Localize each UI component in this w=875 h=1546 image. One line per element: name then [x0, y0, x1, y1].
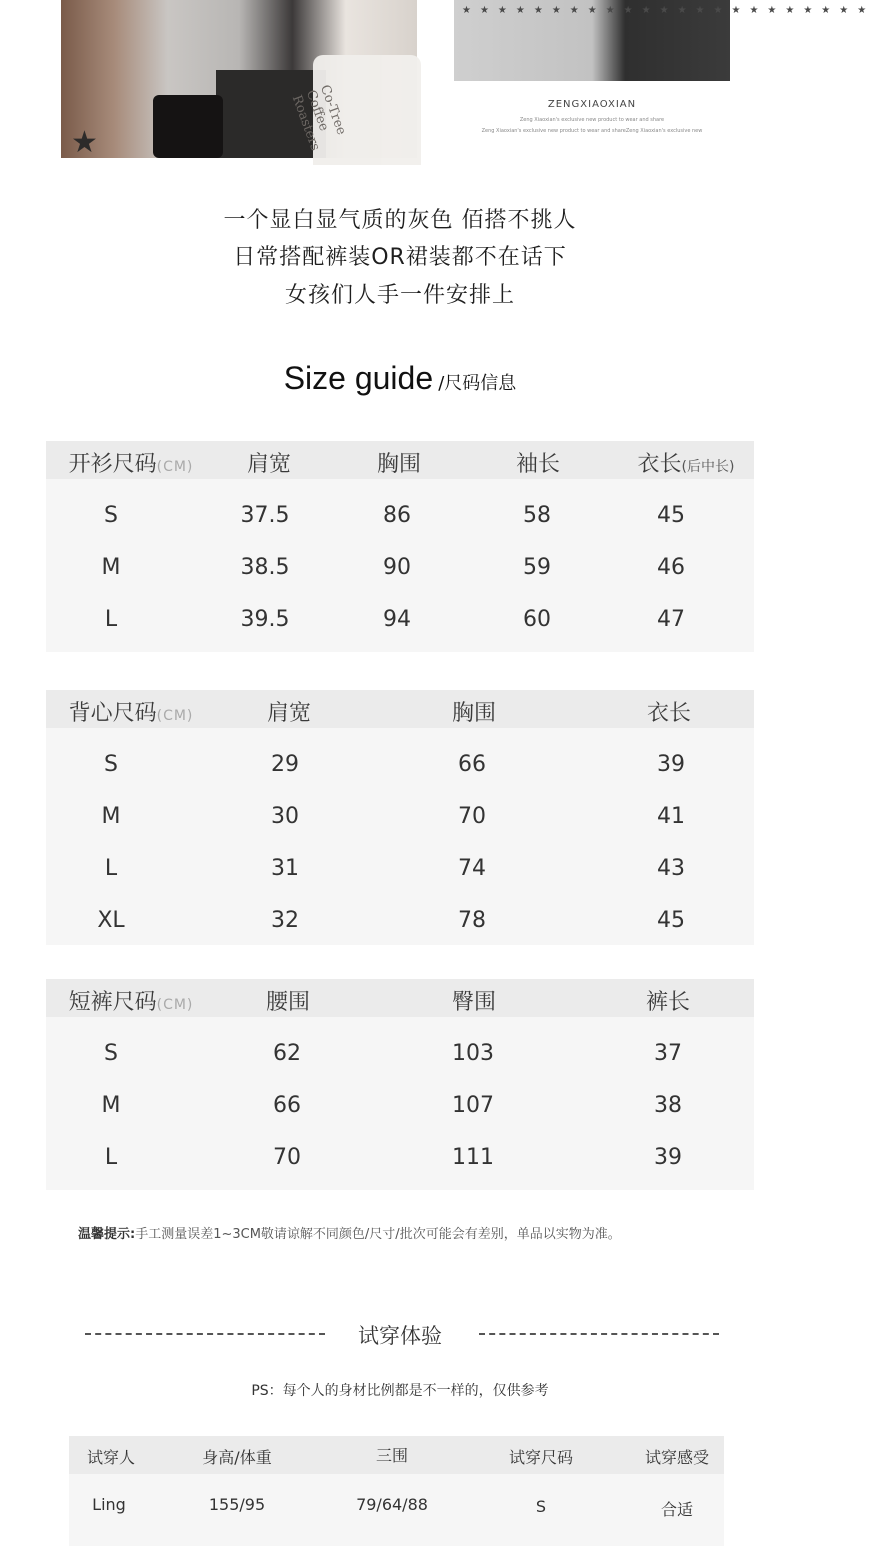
intro-line-1: 一个显白显气质的灰色 佰搭不挑人: [223, 208, 577, 233]
table-cell: 111: [452, 1145, 494, 1170]
table-cell: 60: [523, 607, 551, 632]
product-photo-model: [61, 0, 417, 158]
table-cell: 74: [458, 856, 486, 881]
size-guide-title-en: Size guide: [283, 360, 434, 396]
table-cell: 45: [657, 503, 685, 528]
table-cell: L: [104, 607, 118, 632]
table-cell: 66: [273, 1093, 301, 1118]
table-cell: 39: [657, 752, 685, 777]
column-header: 肩宽: [266, 701, 312, 726]
vest-size-table: [46, 690, 754, 945]
table-cell: 37.5: [240, 503, 290, 528]
table-cell: M: [101, 1093, 121, 1118]
column-header: 胸围: [451, 701, 497, 726]
column-header: 试穿尺码: [508, 1448, 574, 1467]
column-header: 肩宽: [246, 452, 292, 477]
table-cell: 70: [458, 804, 486, 829]
cup-logo-text: Co-Tree Coffee Roasters: [288, 83, 349, 153]
table-cell: 47: [657, 607, 685, 632]
size-guide-title-cn: /尺码信息: [438, 373, 517, 394]
table-cell: 41: [657, 804, 685, 829]
trial-table: [69, 1436, 724, 1546]
unit-label: (CM): [156, 708, 194, 724]
unit-label: (CM): [156, 459, 194, 475]
column-header: 衣长(后中长): [637, 452, 735, 477]
table-label: 背心尺码(CM): [68, 701, 194, 726]
table-cell: 39: [654, 1145, 682, 1170]
table-cell: 155/95: [208, 1495, 266, 1514]
product-photo-detail: [454, 0, 875, 81]
star-pattern-icon: ★★★★★★★★★★★★★★★★★★★★★★★: [462, 5, 875, 16]
table-cell: 58: [523, 503, 551, 528]
table-cell: 70: [273, 1145, 301, 1170]
table-cell: S: [104, 1041, 118, 1066]
table-cell: 29: [271, 752, 299, 777]
brand-name: ZENGXIAOXIAN: [547, 99, 637, 110]
table-cell: 38: [654, 1093, 682, 1118]
table-cell: Ling: [92, 1495, 126, 1514]
table-cell: L: [104, 1145, 118, 1170]
table-cell: 45: [657, 908, 685, 933]
column-header: 胸围: [376, 452, 422, 477]
table-cell: S: [535, 1497, 547, 1516]
cardigan-size-table: [46, 441, 754, 652]
table-cell: 107: [452, 1093, 494, 1118]
column-header: 三围: [375, 1446, 409, 1465]
table-cell: 46: [657, 555, 685, 580]
column-header: 腰围: [265, 990, 311, 1015]
tip-text: 手工测量误差1~3CM敬请谅解不同颜色/尺寸/批次可能会有差别，单品以实物为准。: [135, 1227, 621, 1242]
table-cell: 94: [383, 607, 411, 632]
unit-label: (CM): [156, 997, 194, 1013]
table-cell: XL: [97, 908, 125, 933]
length-note: (后中长): [681, 459, 735, 475]
table-cell: 59: [523, 555, 551, 580]
table-cell: 合适: [660, 1500, 694, 1519]
column-header: 试穿感受: [644, 1448, 710, 1467]
dashed-divider-right: [479, 1333, 719, 1335]
coffee-cup: [288, 55, 421, 165]
table-cell: 103: [452, 1041, 494, 1066]
brand-tagline-2: Zeng Xiaoxian's exclusive new product to wear and shareZeng Xiaoxian's exclusive new: [481, 128, 703, 134]
table-cell: 66: [458, 752, 486, 777]
table-cell: 90: [383, 555, 411, 580]
table-label: 短裤尺码(CM): [68, 990, 194, 1015]
column-header: 臀围: [451, 990, 497, 1015]
tip-label: 温馨提示:: [78, 1227, 136, 1242]
table-cell: 38.5: [240, 555, 290, 580]
table-cell: S: [104, 503, 118, 528]
table-cell: 37: [654, 1041, 682, 1066]
table-cell: 78: [458, 908, 486, 933]
table-cell: M: [101, 555, 121, 580]
column-header: 裤长: [645, 990, 691, 1015]
table-cell: S: [104, 752, 118, 777]
table-cell: 43: [657, 856, 685, 881]
trial-title: 试穿体验: [358, 1324, 442, 1348]
table-cell: 62: [273, 1041, 301, 1066]
brand-tagline-1: Zeng Xiaoxian's exclusive new product to wear and share: [519, 117, 665, 123]
column-header: 袖长: [515, 452, 561, 477]
intro-line-2: 日常搭配裤装OR裙装都不在话下: [233, 245, 567, 270]
table-cell: 86: [383, 503, 411, 528]
table-cell: M: [101, 804, 121, 829]
table-cell: 31: [271, 856, 299, 881]
column-header: 试穿人: [86, 1448, 136, 1467]
measurement-tip: [78, 1223, 621, 1242]
table-cell: 39.5: [240, 607, 290, 632]
size-guide-title: [0, 360, 800, 397]
shorts-size-table: [46, 979, 754, 1190]
trial-note: PS：每个人的身材比例都是不一样的，仅供参考: [251, 1383, 549, 1399]
column-header: 衣长: [646, 701, 692, 726]
table-cell: 32: [271, 908, 299, 933]
intro-line-3: 女孩们人手一件安排上: [284, 283, 515, 308]
column-header: 身高/体重: [202, 1448, 272, 1467]
star-icon: ★: [71, 125, 98, 160]
bag-shape: [153, 95, 223, 158]
table-cell: 30: [271, 804, 299, 829]
table-cell: L: [104, 856, 118, 881]
table-label: 开衫尺码(CM): [68, 452, 194, 477]
table-cell: 79/64/88: [356, 1495, 428, 1514]
